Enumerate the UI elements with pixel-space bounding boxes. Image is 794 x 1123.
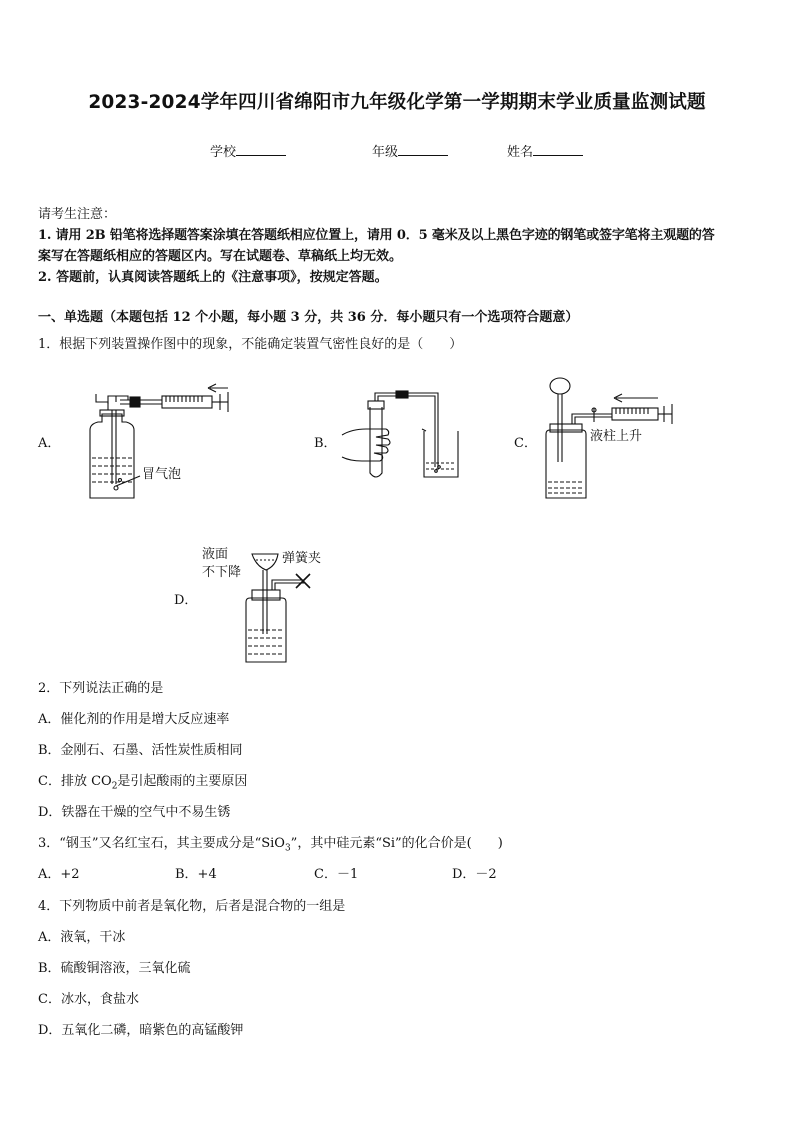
q2-stem: 2．下列说法正确的是 <box>38 681 164 696</box>
q3-stem-pre: 3．“钢玉”又名红宝石，其主要成分是“SiO <box>38 836 285 851</box>
q1-stem: 1．根据下列装置操作图中的现象，不能确定装置气密性良好的是（ ） <box>38 337 463 352</box>
apparatus-b-diagram <box>338 385 468 485</box>
grade-blank <box>398 143 448 156</box>
grade-field <box>372 141 448 160</box>
notice-heading: 请考生注意： <box>38 207 117 222</box>
q3-option-a: A．+2 <box>38 867 80 882</box>
apparatus-a-diagram <box>70 380 250 505</box>
q2-option-c-post: 是引起酸雨的主要原因 <box>117 774 248 789</box>
name-blank <box>533 143 583 156</box>
page-title: 2023-2024学年四川省绵阳市九年级化学第一学期期末学业质量监测试题 <box>88 92 706 113</box>
name-field <box>507 141 583 160</box>
level-label-1: 液面 <box>202 547 229 562</box>
q3-option-d: D．－2 <box>452 867 497 882</box>
clip-label: 弹簧夹 <box>282 551 322 566</box>
bubble-label: 冒气泡 <box>142 467 182 482</box>
q2-option-c-sub: 2 <box>111 781 118 792</box>
q2-option-c-pre: C．排放 CO <box>38 774 112 789</box>
q3-stem-post: ”，其中硅元素“Si”的化合价是( ) <box>290 836 503 851</box>
school-field <box>210 141 286 160</box>
q4-stem: 4．下列物质中前者是氧化物，后者是混合物的一组是 <box>38 899 346 914</box>
q1-option-c-label: C． <box>514 436 537 451</box>
q2-option-d: D．铁器在干燥的空气中不易生锈 <box>38 805 231 820</box>
rise-label: 液柱上升 <box>590 429 643 444</box>
q2-option-b: B．金刚石、石墨、活性炭性质相同 <box>38 743 243 758</box>
apparatus-d-diagram <box>200 544 340 668</box>
q4-option-d: D．五氧化二磷，暗紫色的高锰酸钾 <box>38 1023 244 1038</box>
notice-line-1a: 1. 请用 2B 铅笔将选择题答案涂填在答题纸相应位置上，请用 0．5 毫米及以上黑色字迹的钢笔或签字笔将主观题的答 <box>38 228 715 243</box>
section-heading: 一、单选题（本题包括 12 个小题，每小题 3 分，共 36 分．每小题只有一个选项符合题意） <box>38 310 579 325</box>
grade-label: 年级 <box>372 145 399 160</box>
name-label: 姓名 <box>507 145 534 160</box>
notice-line-2: 2. 答题前，认真阅读答题纸上的《注意事项》，按规定答题。 <box>38 270 388 285</box>
q1-option-d-label: D． <box>174 593 198 608</box>
q3-stem-sub: 3 <box>284 843 291 854</box>
school-label: 学校 <box>210 145 237 160</box>
q1-option-b-label: B． <box>314 436 337 451</box>
q3-stem <box>38 832 503 854</box>
notice-line-1b: 案写在答题纸相应的答题区内。写在试题卷、草稿纸上均无效。 <box>38 249 403 264</box>
q4-option-c: C．冰水，食盐水 <box>38 992 139 1007</box>
level-label-2: 不下降 <box>202 565 242 580</box>
school-blank <box>236 143 286 156</box>
q3-option-c: C．－1 <box>314 867 359 882</box>
q2-option-a: A．催化剂的作用是增大反应速率 <box>38 712 230 727</box>
q2-option-c <box>38 770 247 792</box>
q4-option-a: A．液氧，干冰 <box>38 930 126 945</box>
q1-option-a-label: A． <box>38 436 61 451</box>
q4-option-b: B．硫酸铜溶液，三氧化硫 <box>38 961 191 976</box>
q3-option-b: B．+4 <box>175 867 217 882</box>
apparatus-c-diagram <box>538 372 688 502</box>
